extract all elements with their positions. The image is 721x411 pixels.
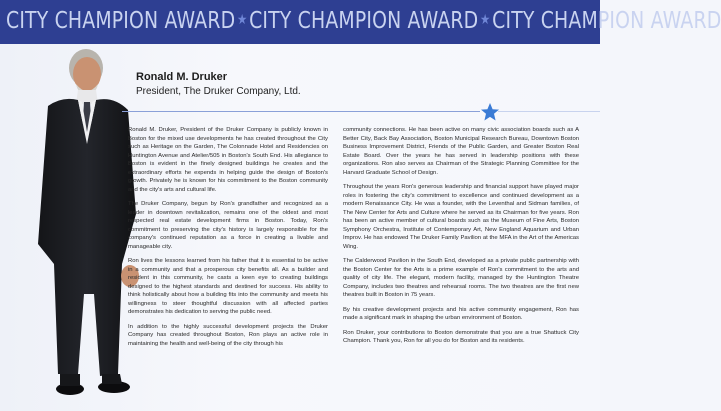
- banner-segment: CITY CHAMPION AWARD: [249, 8, 479, 34]
- paragraph: Ron lives the lessons learned from his father that it is essential to be active in a community and that a prosperous city benefits all. As a builder and resident in this community, he casts a keen eye to creating buildings designed to the highest standards and destined for success. His ability to think holistically about how a building fits into the community and meets his willingness to steer thoughtful discussion with all affected parties demonstrates his dedication to serving the public need.: [128, 258, 328, 315]
- page-content: [0, 44, 600, 411]
- body-column-right: [343, 126, 579, 352]
- paragraph: Throughout the years Ron's generous leadership and financial support have played major roles in fostering the city's commitment to excellence and continued development as a modern Renaissance City. He was a founder, with the Leventhal and Sidman families, of The New Center for Arts and Culture where he served as its Chairman for five years. Ron has been an active member of cultural boards such as the Museum of Fine Arts, Boston Symphony Orchestra, Institute of Contemporary Art, New England Aquarium and Urban Improv. He has endowed The Druker Family Pavilion at the MFA in the Art of the Americas Wing.: [343, 184, 579, 250]
- paragraph: In addition to the highly successful development projects the Druker Company has created throughout Boston, Ron plays an active role in maintaining the health and well-being of the city through his: [128, 323, 328, 347]
- portrait-photo: [18, 44, 144, 411]
- person-title: President, The Druker Company, Ltd.: [136, 86, 301, 97]
- paragraph: The Calderwood Pavilion in the South End, developed as a private public partnership with the Boston Center for the Arts is a prime example of Ron's commitment to the arts and quality of city life. The elegant, modern facility, managed by the Huntington Theatre Company, includes two theatres and rehearsal rooms. The two theatres are the first new theatres built in Boston in 75 years.: [343, 258, 579, 298]
- paragraph: Ron Druker, your contributions to Boston demonstrate that you are a true Shattuck City Champion. Thank you, Ron for all you do for Boston and its residents.: [343, 329, 579, 344]
- body-column-left: [128, 126, 328, 354]
- banner-segment: CITY CHAMPION AWARD: [6, 8, 236, 34]
- paragraph: Ronald M. Druker, President of the Druker Company is publicly known in Boston for the mixed use developments he has created throughout the City such as Heritage on the Garden, The Colonnade Hotel and Residencies on Huntington Avenue and Atelier/505 in Boston's South End. His allegiance to Boston is evident in the finely designed buildings he creates and the extraordinary efforts he expends in helping guide the design of Boston's growth. Privately he is known for his commitment to the Boston community and the city's arts and cultural life.: [128, 127, 328, 193]
- star-icon: ★: [236, 12, 248, 28]
- paragraph: The Druker Company, begun by Ron's grandfather and recognized as a leader in downtown revitalization, remains one of the oldest and most respected real estate development firms in Boston. Today, Ron's commitment to preserving the city's history is largely responsible for the company's continued reputation as a force in creating a livable and manageable city.: [128, 201, 328, 250]
- banner: [0, 0, 721, 44]
- person-name: Ronald M. Druker: [136, 71, 228, 83]
- divider-line-right: [498, 111, 600, 112]
- star-icon: ★: [480, 12, 491, 28]
- banner-title: [6, 8, 721, 34]
- paragraph: community connections. He has been active on many civic association boards such as A Better City, Back Bay Association, Boston Municipal Research Bureau, Downtown Boston Business Improvement District, Friends of the Public Garden, and Greater Boston Real Estate Board. Over the years he has served in leadership positions with these organizations. Ron also serves as Chairman of the Strategic Planning Committee for the Harvard Graduate School of Design.: [343, 127, 579, 176]
- divider-line: [122, 111, 480, 112]
- paragraph: By his creative development projects and his active community engagement, Ron has made a significant mark in shaping the urban environment of Boston.: [343, 306, 579, 321]
- banner-segment: CITY CHAMPION AWARD: [492, 8, 721, 34]
- star-icon: [480, 102, 500, 122]
